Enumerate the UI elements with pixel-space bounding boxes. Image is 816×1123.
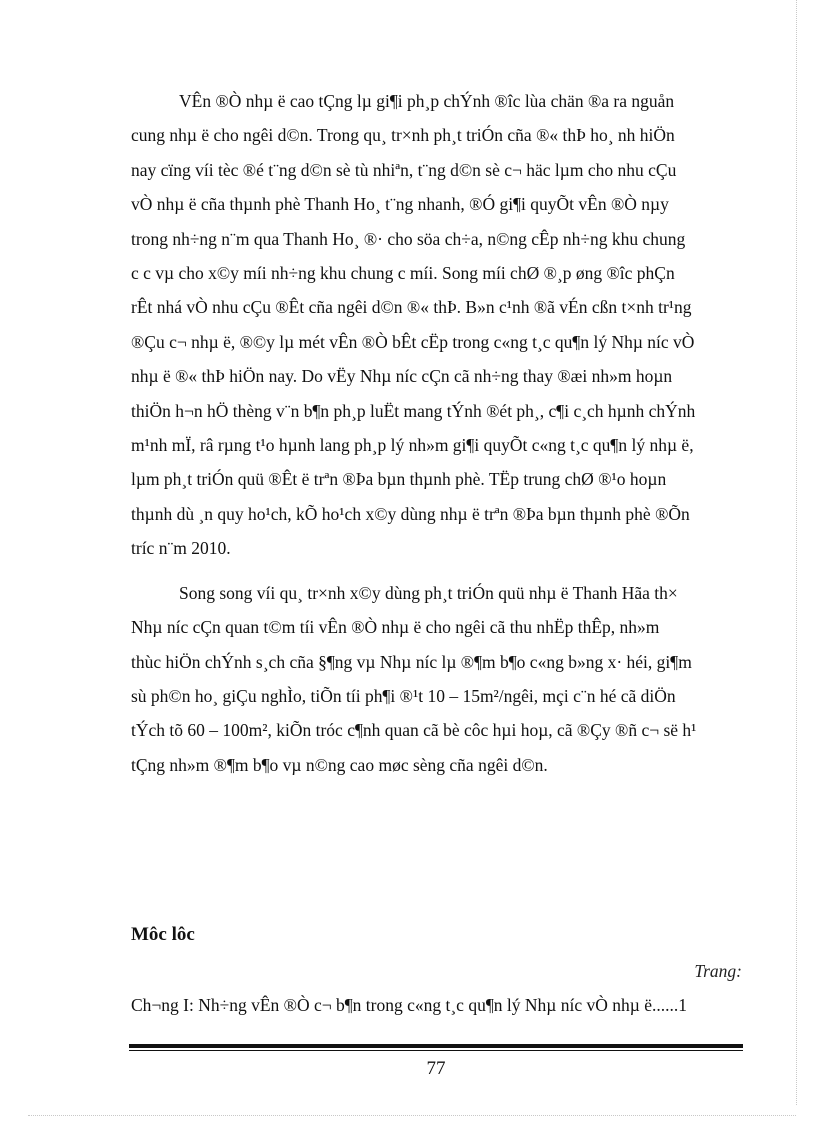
footer-rule-thin [129, 1050, 743, 1051]
toc-page-column-label: Trang: [694, 961, 742, 981]
page-border-bottom [28, 1115, 796, 1116]
body-text [131, 84, 741, 782]
text-line: m¹nh mÏ, râ rµng t¹o hµnh lang ph¸p lý nh»m gi¶i quyÕt c«ng t¸c qu¶n lý nhµ ë, [131, 435, 694, 456]
text-line: vÒ nhµ ë cña thµnh phè Thanh Ho¸ t¨ng nhanh, ®Ó gi¶i quyÕt vÊn ®Ò nµy [131, 194, 669, 215]
text-line: lµm ph¸t triÓn quü ®Êt ë trªn ®Þa bµn thµnh phè. TËp trung chØ ®¹o hoµn [131, 469, 667, 490]
page-border-right [796, 0, 797, 1105]
text-line: trong nh÷ng n¨m qua Thanh Ho¸ ®· cho söa ch÷a, n©ng cÊp nh÷ng khu chung [131, 228, 686, 249]
text-line: thµnh dù ¸n quy ho¹ch, kÕ ho¹ch x©y dùng nhµ ë trªn ®Þa bµn thµnh phè ®Õn [131, 503, 690, 524]
text-line: thùc hiÖn chÝnh s¸ch cña §¶ng vµ Nhµ níc lµ ®¶m b¶o c«ng b»ng x· héi, gi¶m [131, 651, 692, 672]
text-line: c c vµ cho x©y míi nh÷ng khu chung c míi. Song míi chØ ®¸p øng ®îc phÇn [131, 263, 675, 284]
text-line: sù ph©n ho¸ giÇu nghÌo, tiÕn tíi ph¶i ®¹t 10 – 15m²/ngêi, mçi c¨n hé cã diÖn [131, 685, 676, 706]
text-line: Nhµ níc cÇn quan t©m tíi vÊn ®Ò nhµ ë cho ngêi cã thu nhËp thÊp, nh»m [131, 617, 660, 638]
page-number: 77 [426, 1058, 446, 1079]
text-line: Song song víi qu¸ tr×nh x©y dùng ph¸t triÓn quü nhµ ë Thanh Hãa th× [179, 582, 678, 603]
text-line: nay cïng víi tèc ®é t¨ng d©n sè tù nhiªn, t¨ng d©n sè c¬ häc lµm cho nhu cÇu [131, 159, 677, 180]
text-line: nhµ ë ®« thÞ hiÖn nay. Do vËy Nhµ níc cÇn cã nh÷ng thay ®æi nh»m hoµn [131, 366, 673, 387]
footer-rule-thick [129, 1044, 743, 1048]
text-line: rÊt nhá vÒ nhu cÇu ®Êt cña ngêi d©n ®« thÞ. B»n c¹nh ®ã vÉn cßn t×nh tr¹ng [131, 297, 692, 318]
toc-heading: Môc lôc [131, 924, 195, 945]
paragraph-1 [131, 84, 741, 566]
text-line: cung nhµ ë cho ngêi d©n. Trong qu¸ tr×nh ph¸t triÓn cña ®« thÞ ho¸ nh hiÖn [131, 125, 675, 146]
paragraph-2 [131, 576, 741, 782]
text-line: thiÖn h¬n hÖ thèng v¨n b¶n ph¸p luËt mang tÝnh ®ét ph¸, c¶i c¸ch hµnh chÝnh [131, 400, 696, 421]
toc-entry[interactable]: Ch¬ng I: Nh÷ng vÊn ®Ò c¬ b¶n trong c«ng t¸c qu¶n lý Nhµ níc vÒ nhµ ë......1 [131, 995, 687, 1015]
text-line: tÝch tõ 60 – 100m², kiÕn tróc c¶nh quan cã bè côc hµi hoµ, cã ®Çy ®ñ c¬ së h¹ [131, 720, 697, 741]
text-line: tÇng nh»m ®¶m b¶o vµ n©ng cao møc sèng cña ngêi d©n. [131, 754, 548, 775]
text-line: tríc n¨m 2010. [131, 538, 231, 559]
text-line: ®Çu c¬ nhµ ë, ®©y lµ mét vÊn ®Ò bÊt cËp trong c«ng t¸c qu¶n lý Nhµ níc vÒ [131, 331, 695, 352]
text-line: VÊn ®Ò nhµ ë cao tÇng lµ gi¶i ph¸p chÝnh ®îc lùa chän ®a ra nguån [179, 91, 675, 111]
